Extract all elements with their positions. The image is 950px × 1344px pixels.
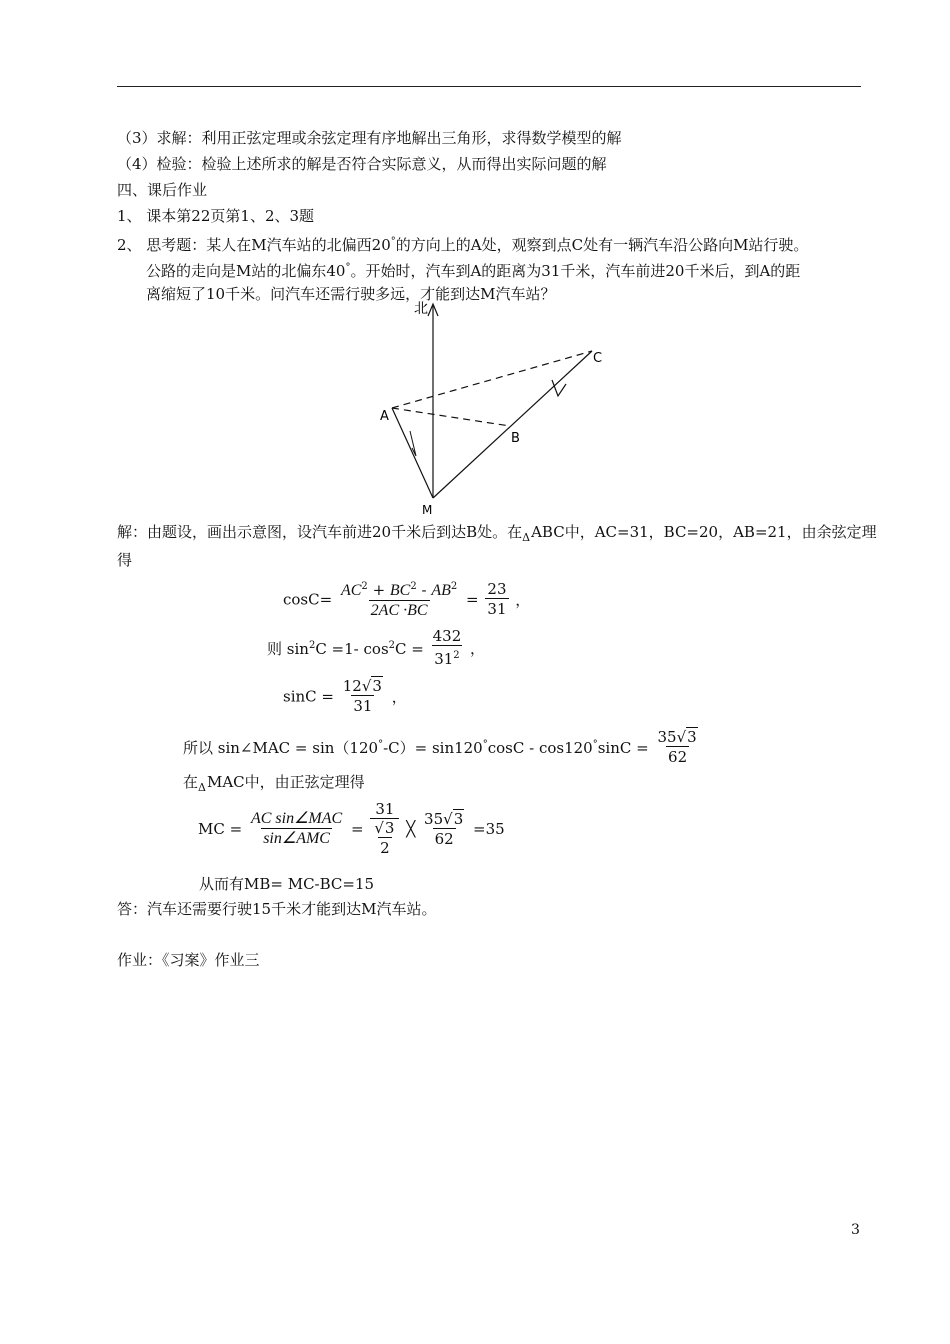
solution-line-2: 得 [117,551,133,569]
sin-c-fraction: $\frac{12√3}{31}$ [342,677,382,715]
geometry-diagram [370,296,620,521]
solution-line-1: 解：由题设，画出示意图，设汽车前进20千米后到达B处。在$_\Delta$ABC中，AC=31，BC=20，AB=21，由余弦定理 [117,523,877,544]
sin-c-formula: sinC = $\frac{12√3}{31}$ ， [283,677,407,715]
mc-third-fraction: $\frac{35√3}{62}$ [424,809,464,848]
segment-am [392,408,433,498]
cos-formula: cosC= $\frac{AC^2 + BC^2 - AB^2}{2AC \cdot BC}$ = $\frac{23}{31}$ ， [283,580,531,619]
sin-squared-fraction: $\frac{432}{31^2}$ [432,627,462,668]
homework-item-1: 1、 课本第22页第1、2、3题 [117,207,315,225]
point-label-c: C [593,351,603,366]
step-3-solve: （3）求解：利用正弦定理或余弦定理有序地解出三角形，求得数学模型的解 [117,129,622,147]
sine-rule-intro: 在$_\Delta$MAC中，由正弦定理得 [183,773,365,794]
answer-line: 答：汽车还需要行驶15千米才能到达M汽车站。 [117,900,437,918]
direction-arrow-icon [552,380,566,396]
tick-mark-icon [410,431,416,456]
homework-item-2-line-3: 离缩短了10千米。问汽车还需行驶多远，才能到达M汽车站？ [146,285,556,303]
point-label-b: B [511,431,520,446]
sin-mac-fraction: $\frac{35√3}{62}$ [657,728,697,766]
homework-item-2-line-2: 公路的走向是M站的北偏东40°。开始时，汽车到A的距离为31千米，汽车前进20千米后，到A的距 [146,262,801,280]
mc-formula: MC = $\frac{\text{AC sin∠MAC}}{\text{sin∠AMC}}$ = 31 √3 2 ╳ $\frac{35√3}{62}$ =35 [198,800,505,857]
mb-result: 从而有MB= MC-BC=15 [199,875,375,893]
homework-item-2-line-1: 2、 思考题：某人在M汽车站的北偏西20°的方向上的A处，观察到点C处有一辆汽车沿公路向M站行驶。 [117,236,809,254]
page-number: 3 [851,1222,860,1238]
cos-fraction: $\frac{AC^2 + BC^2 - AB^2}{2AC \cdot BC}$ [340,581,458,619]
mc-complex-fraction: 31 √3 2 [370,800,399,858]
step-4-check: （4）检验：检验上述所求的解是否符合实际意义，从而得出实际问题的解 [117,155,607,173]
sin-mac-formula: 所以 sin∠MAC = sin（120°-C）= sin120°cosC - cos120°sinC = $\frac{35√3}{62}$ [183,728,702,767]
mc-fraction: $\frac{\text{AC sin∠MAC}}{\text{sin∠AMC}}$ [250,809,343,847]
point-label-a: A [380,409,389,424]
point-label-m: M [422,503,433,517]
segment-ab-dashed [392,408,510,426]
sin-squared-formula: 则 $\sin^2C =1-$ $\cos^2C$ = $\frac{432}{31^2}$ ， [267,627,486,668]
cos-result-fraction: $\frac{23}{31}$ [487,580,507,618]
homework-assignment: 作业：《习案》作业三 [117,951,260,969]
header-rule [117,86,861,87]
north-label: 北 [414,301,428,317]
section-heading-homework: 四、课后作业 [117,181,208,199]
